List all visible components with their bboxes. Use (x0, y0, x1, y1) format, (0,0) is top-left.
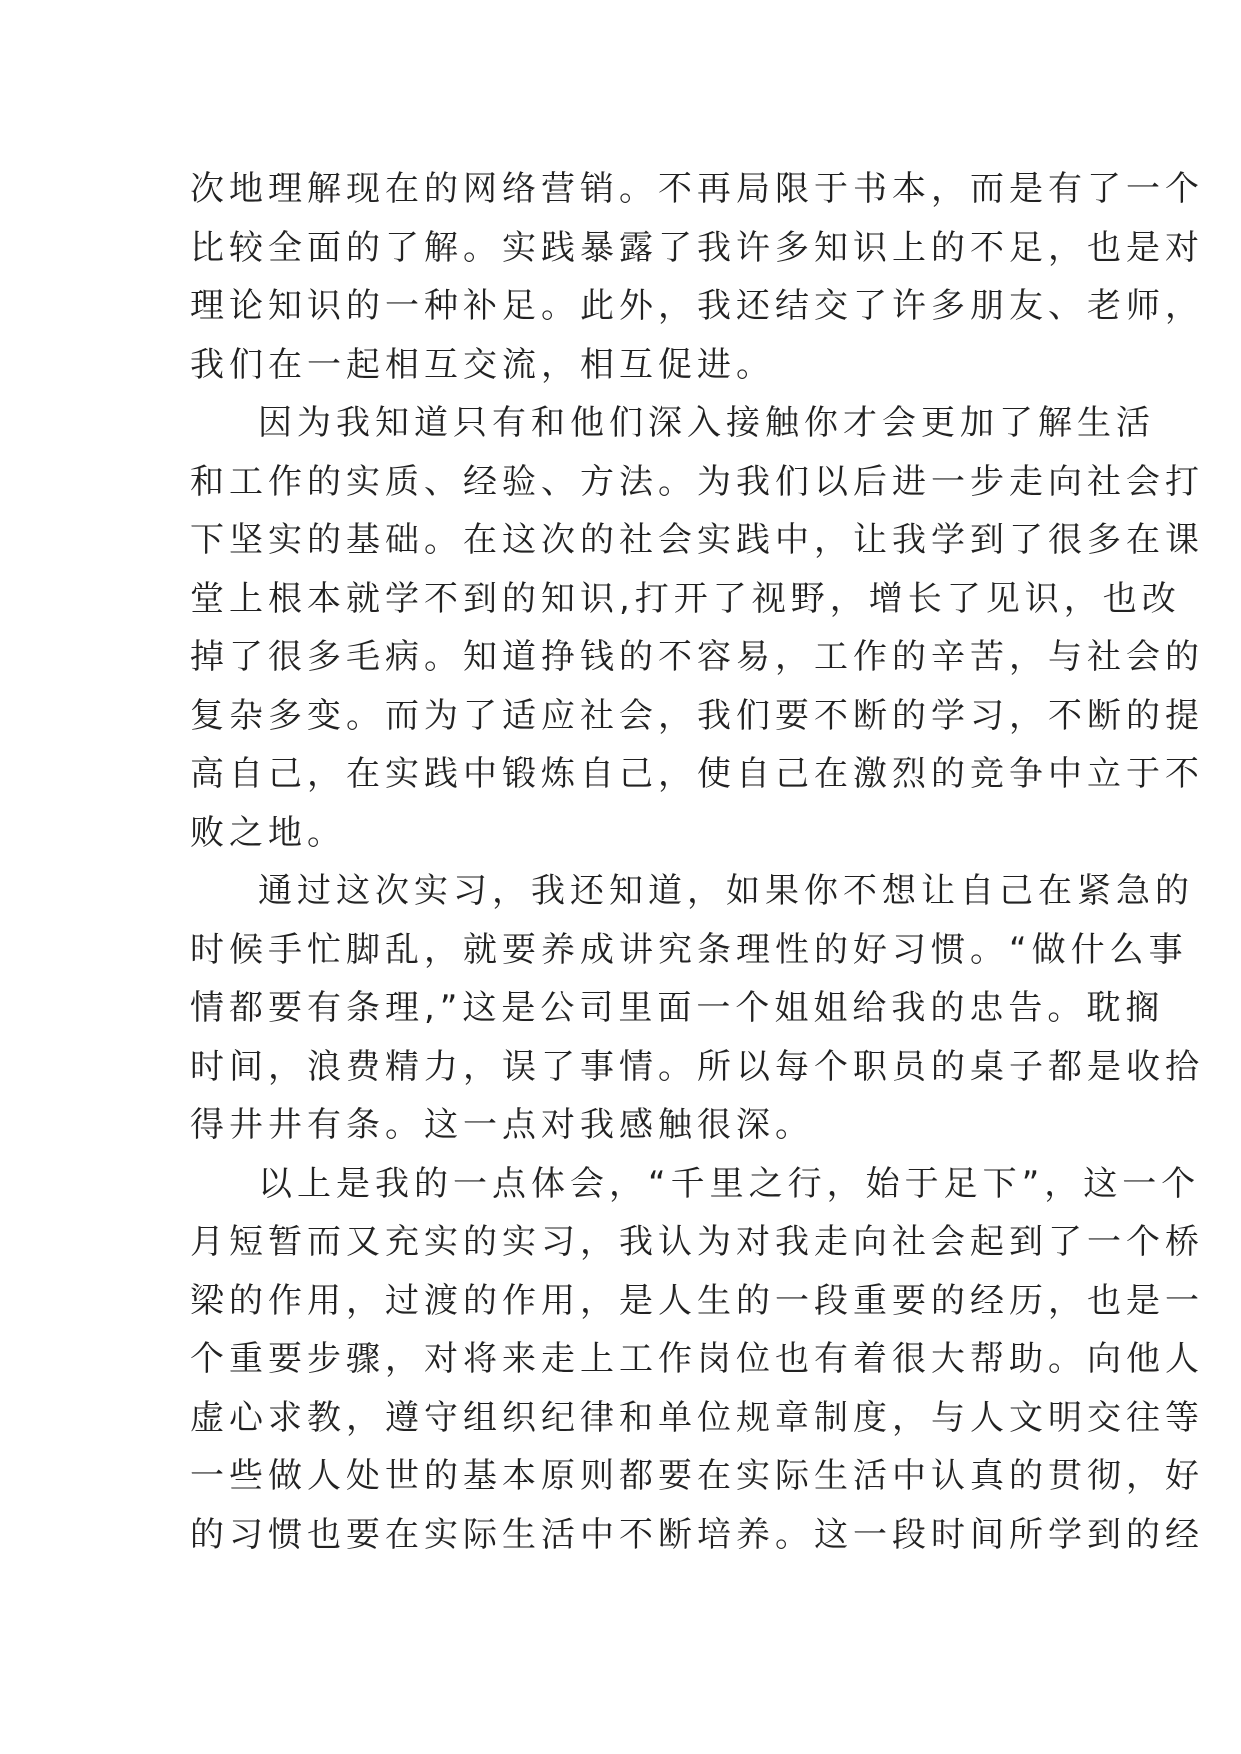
text-line: 个重要步骤，对将来走上工作岗位也有着很大帮助。向他人 (190, 1339, 1204, 1379)
text-line: 下坚实的基础。在这次的社会实践中，让我学到了很多在课 (190, 520, 1204, 560)
text-line: 月短暂而又充实的实习，我认为对我走向社会起到了一个桥 (190, 1222, 1204, 1262)
text-line: 一些做人处世的基本原则都要在实际生活中认真的贯彻，好 (190, 1456, 1204, 1496)
text-line: 败之地。 (190, 812, 346, 853)
text-line: 掉了很多毛病。知道挣钱的不容易，工作的辛苦，与社会的 (190, 637, 1204, 677)
paragraph-first-line: 通过这次实习，我还知道，如果你不想让自己在紧急的 (258, 871, 1194, 911)
text-line: 理论知识的一种补足。此外，我还结交了许多朋友、老师， (190, 286, 1204, 326)
body-text (190, 160, 1204, 1564)
text-line: 情都要有条理,”这是公司里面一个姐姐给我的忠告。耽搁 (190, 988, 1165, 1028)
paragraph-first-line: 因为我知道只有和他们深入接触你才会更加了解生活 (258, 403, 1155, 443)
paragraph-first-line: 以上是我的一点体会，“千里之行，始于足下”，这一个 (258, 1163, 1201, 1204)
text-line: 的习惯也要在实际生活中不断培养。这一段时间所学到的经 (190, 1514, 1204, 1555)
text-line: 时候手忙脚乱，就要养成讲究条理性的好习惯。“做什么事 (190, 929, 1188, 970)
text-line: 虚心求教，遵守组织纪律和单位规章制度，与人文明交往等 (190, 1397, 1204, 1438)
text-line: 堂上根本就学不到的知识,打开了视野，增长了见识，也改 (190, 578, 1181, 619)
text-line: 比较全面的了解。实践暴露了我许多知识上的不足，也是对 (190, 227, 1204, 268)
text-line: 我们在一起相互交流，相互促进。 (190, 344, 775, 385)
text-line: 次地理解现在的网络营销。不再局限于书本，而是有了一个 (190, 169, 1204, 209)
text-line: 高自己，在实践中锻炼自己，使自己在激烈的竞争中立于不 (190, 754, 1204, 794)
text-line: 得井井有条。这一点对我感触很深。 (190, 1105, 814, 1145)
text-line: 时间，浪费精力，误了事情。所以每个职员的桌子都是收拾 (190, 1046, 1204, 1087)
text-line: 梁的作用，过渡的作用，是人生的一段重要的经历，也是一 (190, 1280, 1204, 1321)
text-line: 和工作的实质、经验、方法。为我们以后进一步走向社会打 (190, 461, 1204, 502)
text-line: 复杂多变。而为了适应社会，我们要不断的学习，不断的提 (190, 695, 1204, 736)
